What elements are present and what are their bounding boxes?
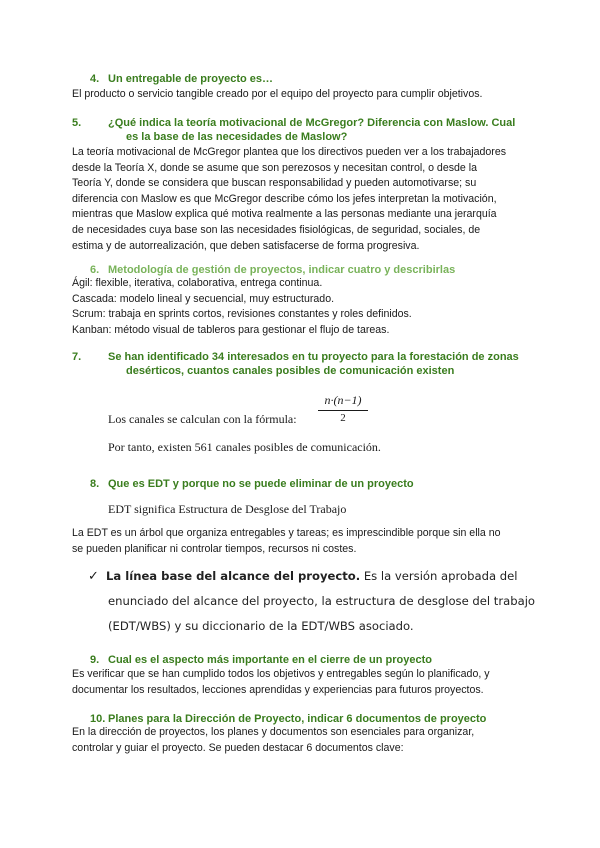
question-title-line-2: desérticos, cuantos canales posibles de comunicación existen (126, 365, 455, 377)
answer-10 (72, 725, 542, 756)
answer-line: documentar los resultados, lecciones aprendidas y experiencias para futuros proyectos. (72, 683, 484, 696)
answer-line: Teoría Y, donde se considera que buscan responsabilidad y pueden automotivarse; su (72, 177, 477, 190)
question-number: 4. (90, 73, 100, 85)
question-title-line-1: ¿Qué indica la teoría motivacional de McGregor? Diferencia con Maslow. Cual (108, 117, 516, 129)
methodology-item: Kanban: método visual de tableros para gestionar el flujo de tareas. (72, 323, 390, 336)
question-7-heading (72, 350, 558, 378)
answer-line: La teoría motivacional de McGregor plantea que los directivos pueden ver a los trabajadores (72, 146, 507, 158)
answer-8 (72, 526, 542, 557)
methodology-item: Ágil: flexible, iterativa, colaborativa, entrega continua. (72, 277, 323, 289)
formula-intro: Los canales se calculan con la fórmula: (108, 412, 297, 426)
question-number: 10. (90, 713, 106, 725)
question-8-heading (90, 477, 540, 491)
answer-line: Es verificar que se han cumplido todos los objetivos y entregables según lo planificado, y (72, 668, 490, 680)
formula-denominator: 2 (340, 412, 346, 424)
answer-6 (72, 276, 542, 338)
edt-meaning: EDT significa Estructura de Desglose del Trabajo (108, 502, 347, 516)
formula-fraction (318, 393, 368, 424)
answer-line: controlar y guiar el proyecto. Se pueden destacar 6 documentos clave: (72, 741, 404, 754)
baseline-bold: La línea base del alcance del proyecto. (106, 569, 361, 583)
answer-9 (72, 667, 542, 698)
answer-line: desde la Teoría X, donde se asume que son perezosos y necesitan control, o desde la (72, 161, 477, 174)
methodology-item: Scrum: trabaja en sprints cortos, revisiones constantes y roles definidos. (72, 308, 412, 321)
question-number: 7. (72, 351, 82, 363)
answer-line: En la dirección de proyectos, los planes y documentos son esenciales para organizar, (72, 726, 475, 738)
question-5-heading (72, 116, 558, 144)
question-number: 8. (90, 478, 100, 490)
answer-line: La EDT es un árbol que organiza entregables y tareas; es imprescindible porque sin ella no (72, 527, 501, 539)
question-number: 5. (72, 117, 82, 129)
question-6-heading (90, 263, 540, 277)
baseline-line-1 (106, 569, 556, 583)
answer-5 (72, 145, 542, 254)
answer-4 (72, 87, 542, 103)
formula-numerator: n·(n−1) (318, 393, 368, 411)
question-4-heading (90, 72, 540, 86)
answer-line: se pueden planificar ni controlar tiempos, recursos ni costes. (72, 542, 357, 555)
baseline-rest: Es la versión aprobada del (360, 569, 518, 583)
question-10-heading (90, 712, 540, 726)
answer-line: de necesidades cuya base son las necesidades fisiológicas, de seguridad, sociales, de (72, 223, 481, 236)
question-9-heading (90, 653, 540, 667)
checkmark-icon: ✓ (88, 568, 99, 583)
question-title: Cual es el aspecto más importante en el cierre de un proyecto (108, 654, 433, 666)
formula-result: Por tanto, existen 561 canales posibles de comunicación. (108, 440, 381, 454)
question-title-line-2: es la base de las necesidades de Maslow? (126, 131, 348, 143)
answer-line: diferencia con Maslow es que McGregor describe cómo los jefes interpretan la motivación, (72, 192, 497, 205)
question-title: Metodología de gestión de proyectos, indicar cuatro y describirlas (108, 264, 456, 276)
baseline-line-3: (EDT/WBS) y su diccionario de la EDT/WBS asociado. (108, 619, 414, 633)
answer-line: estima y de autorrealización, que deben satisfacerse de forma progresiva. (72, 239, 420, 252)
baseline-line-2: enunciado del alcance del proyecto, la estructura de desglose del trabajo (108, 594, 536, 608)
question-title: Planes para la Dirección de Proyecto, indicar 6 documentos de proyecto (108, 713, 487, 725)
answer-line: El producto o servicio tangible creado por el equipo del proyecto para cumplir objetivos. (72, 88, 483, 100)
question-title-line-1: Se han identificado 34 interesados en tu proyecto para la forestación de zonas (108, 351, 519, 363)
methodology-item: Cascada: modelo lineal y secuencial, muy estructurado. (72, 292, 335, 305)
question-title: Que es EDT y porque no se puede eliminar de un proyecto (108, 478, 414, 490)
question-title: Un entregable de proyecto es… (108, 73, 274, 85)
question-number: 6. (90, 264, 100, 276)
answer-line: mientras que Maslow explica qué motiva realmente a las personas mediante una jerarquía (72, 208, 497, 221)
question-number: 9. (90, 654, 100, 666)
